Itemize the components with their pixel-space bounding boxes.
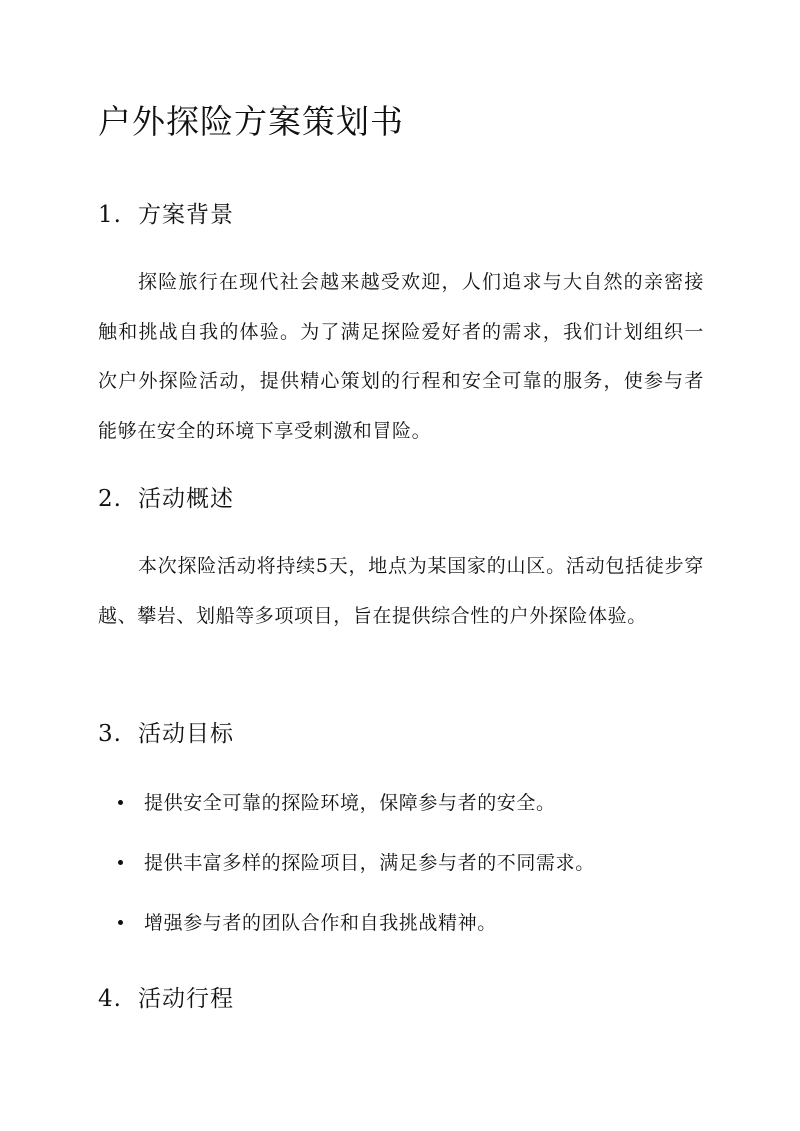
bullet-icon [118, 860, 123, 865]
bullet-icon [118, 800, 123, 805]
section-number: 3. [98, 721, 122, 747]
section-number: 1. [98, 202, 122, 228]
section-title: 方案背景 [138, 202, 234, 228]
section-heading-background [98, 196, 234, 229]
background-paragraph: 探险旅行在现代社会越来越受欢迎，人们追求与大自然的亲密接触和挑战自我的体验。为了满足探险爱好者的需求，我们计划组织一次户外探险活动，提供精心策划的行程和安全可靠的服务，使参与者能够在安全的环境下享受刺激和冒险。 [98, 271, 704, 442]
list-item-text: 增强参与者的团队合作和自我挑战精神。 [144, 912, 497, 934]
section-heading-overview [98, 480, 234, 513]
list-item-text: 提供安全可靠的探险环境，保障参与者的安全。 [144, 792, 556, 814]
section-heading-goals [98, 715, 234, 748]
list-item-text: 提供丰富多样的探险项目，满足参与者的不同需求。 [144, 852, 595, 874]
section-title: 活动目标 [138, 721, 234, 747]
section-title: 活动行程 [138, 986, 234, 1012]
bullet-icon [118, 920, 123, 925]
overview-paragraph: 本次探险活动将持续5天，地点为某国家的山区。活动包括徒步穿越、攀岩、划船等多项项目，旨在提供综合性的户外探险体验。 [98, 555, 704, 627]
document-title: 户外探险方案策划书 [98, 102, 404, 141]
section-number: 4. [98, 986, 122, 1012]
section-number: 2. [98, 486, 122, 512]
section-heading-itinerary [98, 980, 234, 1013]
section-title: 活动概述 [138, 486, 234, 512]
